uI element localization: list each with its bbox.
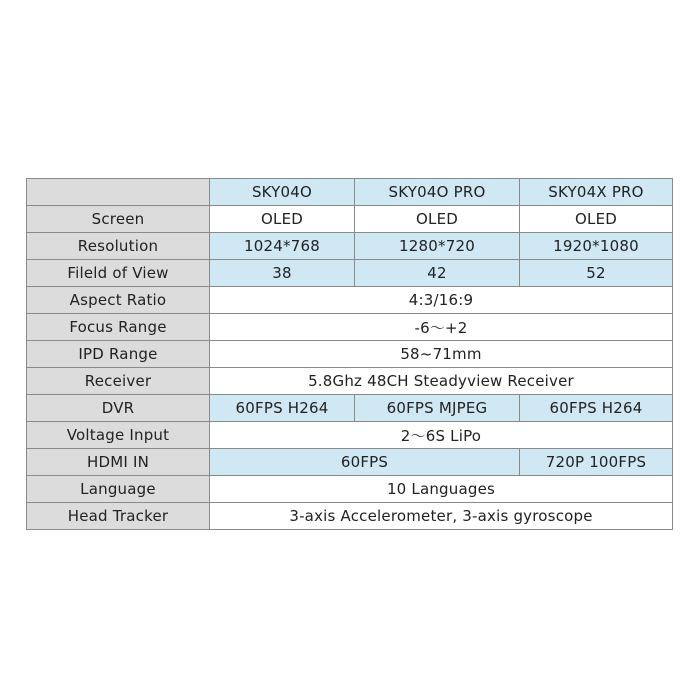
table-row: [27, 287, 673, 314]
table-cell: OLED: [355, 206, 520, 233]
table-row: [27, 476, 673, 503]
row-label: DVR: [27, 395, 210, 422]
row-label: IPD Range: [27, 341, 210, 368]
table-cell: 10 Languages: [210, 476, 673, 503]
table-cell: 52: [520, 260, 673, 287]
table-cell: OLED: [210, 206, 355, 233]
table-cell: 60FPS H264: [520, 395, 673, 422]
header-sky04o-pro: SKY04O PRO: [355, 179, 520, 206]
table-row: [27, 368, 673, 395]
row-label: Language: [27, 476, 210, 503]
table-cell: 3-axis Accelerometer, 3-axis gyroscope: [210, 503, 673, 530]
table-cell: 1280*720: [355, 233, 520, 260]
table-row: [27, 233, 673, 260]
table-cell: 60FPS MJPEG: [355, 395, 520, 422]
row-label: HDMI IN: [27, 449, 210, 476]
row-label: Resolution: [27, 233, 210, 260]
row-label: Fileld of View: [27, 260, 210, 287]
header-row: [27, 179, 673, 206]
table-cell: 60FPS H264: [210, 395, 355, 422]
table-row: [27, 206, 673, 233]
table-cell: 2～6S LiPo: [210, 422, 673, 449]
corner-cell: [27, 179, 210, 206]
row-label: Focus Range: [27, 314, 210, 341]
table-cell: 720P 100FPS: [520, 449, 673, 476]
table-row: [27, 314, 673, 341]
row-label: Voltage Input: [27, 422, 210, 449]
table-cell: 42: [355, 260, 520, 287]
table-cell: 5.8Ghz 48CH Steadyview Receiver: [210, 368, 673, 395]
table-cell: 1920*1080: [520, 233, 673, 260]
table-cell: OLED: [520, 206, 673, 233]
table-row: [27, 422, 673, 449]
table-row: [27, 503, 673, 530]
header-sky04o: SKY04O: [210, 179, 355, 206]
row-label: Screen: [27, 206, 210, 233]
row-label: Receiver: [27, 368, 210, 395]
table-row: [27, 341, 673, 368]
table-row: [27, 260, 673, 287]
table-cell: -6～+2: [210, 314, 673, 341]
table-cell: 4:3/16:9: [210, 287, 673, 314]
table-row: [27, 395, 673, 422]
spec-table: [26, 178, 673, 530]
row-label: Aspect Ratio: [27, 287, 210, 314]
table-row: [27, 449, 673, 476]
table-cell: 58~71mm: [210, 341, 673, 368]
row-label: Head Tracker: [27, 503, 210, 530]
table-cell: 60FPS: [210, 449, 520, 476]
table-cell: 38: [210, 260, 355, 287]
table-cell: 1024*768: [210, 233, 355, 260]
header-sky04x-pro: SKY04X PRO: [520, 179, 673, 206]
